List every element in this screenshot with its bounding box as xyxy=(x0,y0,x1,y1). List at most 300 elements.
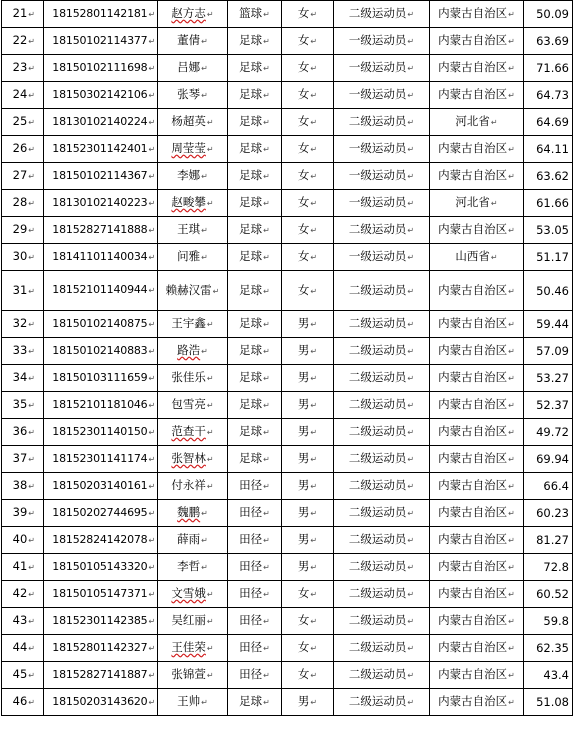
region-cell xyxy=(430,473,524,500)
sport-text: 足球 xyxy=(239,114,263,128)
paragraph-mark-icon: ↵ xyxy=(407,644,415,653)
paragraph-mark-icon: ↵ xyxy=(263,428,270,437)
exam-id-cell xyxy=(44,109,158,136)
exam-id-text: 18152301140150 xyxy=(52,424,148,438)
row-number-text: 27 xyxy=(12,168,28,182)
level-text: 一级运动员 xyxy=(348,33,407,47)
region-text: 内蒙古自治区 xyxy=(438,667,508,681)
row-number-cell xyxy=(2,527,44,554)
row-number-cell xyxy=(2,473,44,500)
level-text: 一级运动员 xyxy=(348,195,407,209)
exam-id-cell xyxy=(44,55,158,82)
table-row xyxy=(2,608,573,635)
region-text: 内蒙古自治区 xyxy=(438,397,508,411)
score-text: 62.35 xyxy=(536,641,569,655)
exam-id-text: 18152301142385 xyxy=(52,613,148,627)
paragraph-mark-icon: ↵ xyxy=(407,199,415,208)
sport-cell xyxy=(228,82,282,109)
exam-id-text: 18130102140223 xyxy=(52,195,148,209)
paragraph-mark-icon: ↵ xyxy=(407,590,415,599)
paragraph-mark-icon: ↵ xyxy=(148,63,155,73)
paragraph-mark-icon: ↵ xyxy=(201,563,208,572)
sex-cell xyxy=(282,554,334,581)
level-cell xyxy=(334,365,430,392)
score-text: 49.72 xyxy=(536,425,569,439)
region-cell xyxy=(430,419,524,446)
row-number-text: 38 xyxy=(12,478,28,492)
name-cell xyxy=(158,163,228,190)
paragraph-mark-icon: ↵ xyxy=(263,172,270,181)
paragraph-mark-icon: ↵ xyxy=(310,401,318,410)
level-cell xyxy=(334,662,430,689)
name-cell xyxy=(158,581,228,608)
score-cell xyxy=(524,28,573,55)
row-number-text: 25 xyxy=(12,114,28,128)
paragraph-mark-icon: ↵ xyxy=(407,226,415,235)
row-number-cell xyxy=(2,109,44,136)
sport-text: 足球 xyxy=(239,370,263,384)
score-text: 53.27 xyxy=(536,371,569,385)
level-text: 二级运动员 xyxy=(348,316,407,330)
exam-id-text: 18150102140883 xyxy=(52,343,148,357)
paragraph-mark-icon: ↵ xyxy=(310,536,318,545)
region-cell xyxy=(430,28,524,55)
name-text: 包雪亮 xyxy=(171,397,206,411)
score-text: 66.4 xyxy=(543,479,569,493)
paragraph-mark-icon: ↵ xyxy=(508,455,515,464)
paragraph-mark-icon: ↵ xyxy=(407,698,415,707)
level-cell xyxy=(334,1,430,28)
exam-id-cell xyxy=(44,608,158,635)
level-text: 二级运动员 xyxy=(348,222,407,236)
sex-cell xyxy=(282,527,334,554)
exam-id-cell xyxy=(44,217,158,244)
name-cell xyxy=(158,271,228,311)
level-cell xyxy=(334,55,430,82)
exam-id-cell xyxy=(44,28,158,55)
exam-id-cell xyxy=(44,1,158,28)
score-text: 69.94 xyxy=(536,452,569,466)
paragraph-mark-icon: ↵ xyxy=(407,374,415,383)
paragraph-mark-icon: ↵ xyxy=(310,482,318,491)
region-cell xyxy=(430,1,524,28)
score-cell xyxy=(524,1,573,28)
paragraph-mark-icon: ↵ xyxy=(263,286,270,296)
region-text: 内蒙古自治区 xyxy=(438,6,508,20)
exam-id-cell xyxy=(44,689,158,716)
sex-text: 女 xyxy=(297,667,310,681)
region-text: 内蒙古自治区 xyxy=(438,60,508,74)
paragraph-mark-icon: ↵ xyxy=(508,320,515,329)
paragraph-mark-icon: ↵ xyxy=(508,563,515,572)
sport-cell xyxy=(228,527,282,554)
paragraph-mark-icon: ↵ xyxy=(263,118,270,127)
paragraph-mark-icon: ↵ xyxy=(310,226,318,235)
name-text: 赵方志 xyxy=(171,6,206,20)
paragraph-mark-icon: ↵ xyxy=(206,644,214,653)
level-cell xyxy=(334,608,430,635)
paragraph-mark-icon: ↵ xyxy=(407,401,415,410)
paragraph-mark-icon: ↵ xyxy=(148,225,155,235)
paragraph-mark-icon: ↵ xyxy=(28,199,35,208)
sex-cell xyxy=(282,190,334,217)
paragraph-mark-icon: ↵ xyxy=(490,199,498,208)
name-cell xyxy=(158,446,228,473)
exam-id-cell xyxy=(44,311,158,338)
paragraph-mark-icon: ↵ xyxy=(201,172,208,181)
row-number-cell xyxy=(2,338,44,365)
row-number-text: 46 xyxy=(12,694,28,708)
paragraph-mark-icon: ↵ xyxy=(508,428,515,437)
exam-id-cell xyxy=(44,271,158,311)
exam-id-cell xyxy=(44,446,158,473)
row-number-cell xyxy=(2,446,44,473)
paragraph-mark-icon: ↵ xyxy=(148,117,155,127)
exam-id-cell xyxy=(44,635,158,662)
paragraph-mark-icon: ↵ xyxy=(508,509,515,518)
sport-cell xyxy=(228,473,282,500)
paragraph-mark-icon: ↵ xyxy=(310,698,318,707)
score-cell xyxy=(524,419,573,446)
region-text: 内蒙古自治区 xyxy=(438,640,508,654)
table-row xyxy=(2,527,573,554)
level-cell xyxy=(334,500,430,527)
table-row xyxy=(2,1,573,28)
name-text: 赖赫汉雷 xyxy=(165,282,212,297)
row-number-text: 34 xyxy=(12,370,28,384)
exam-id-cell xyxy=(44,136,158,163)
paragraph-mark-icon: ↵ xyxy=(28,118,35,127)
name-cell xyxy=(158,662,228,689)
sex-cell xyxy=(282,446,334,473)
paragraph-mark-icon: ↵ xyxy=(148,144,155,154)
sex-cell xyxy=(282,419,334,446)
row-number-cell xyxy=(2,500,44,527)
region-text: 内蒙古自治区 xyxy=(438,33,508,47)
row-number-cell xyxy=(2,608,44,635)
region-text: 河北省 xyxy=(455,114,490,128)
score-text: 64.69 xyxy=(536,115,569,129)
paragraph-mark-icon: ↵ xyxy=(263,320,270,329)
region-cell xyxy=(430,163,524,190)
region-cell xyxy=(430,662,524,689)
exam-id-text: 18150102140875 xyxy=(52,316,148,330)
row-number-text: 43 xyxy=(12,613,28,627)
paragraph-mark-icon: ↵ xyxy=(508,347,515,356)
name-text: 王琪 xyxy=(177,222,201,236)
table-row xyxy=(2,689,573,716)
paragraph-mark-icon: ↵ xyxy=(28,37,35,46)
sex-text: 女 xyxy=(297,60,310,74)
score-cell xyxy=(524,365,573,392)
exam-id-text: 18150105147371 xyxy=(52,586,148,600)
paragraph-mark-icon: ↵ xyxy=(263,374,270,383)
score-text: 63.69 xyxy=(536,34,569,48)
sex-cell xyxy=(282,635,334,662)
paragraph-mark-icon: ↵ xyxy=(263,10,270,19)
level-text: 二级运动员 xyxy=(348,397,407,411)
sex-text: 女 xyxy=(297,586,310,600)
sex-cell xyxy=(282,244,334,271)
table-row xyxy=(2,163,573,190)
paragraph-mark-icon: ↵ xyxy=(310,145,318,154)
sex-cell xyxy=(282,109,334,136)
paragraph-mark-icon: ↵ xyxy=(263,698,270,707)
score-text: 71.66 xyxy=(536,61,569,75)
region-text: 内蒙古自治区 xyxy=(438,586,508,600)
sport-text: 田径 xyxy=(239,505,263,519)
score-text: 59.8 xyxy=(543,614,569,628)
paragraph-mark-icon: ↵ xyxy=(206,617,214,626)
row-number-text: 31 xyxy=(12,282,28,297)
name-cell xyxy=(158,217,228,244)
row-number-cell xyxy=(2,244,44,271)
exam-id-text: 18150105143320 xyxy=(52,559,148,573)
sport-cell xyxy=(228,244,282,271)
name-cell xyxy=(158,608,228,635)
exam-id-cell xyxy=(44,527,158,554)
table-row xyxy=(2,55,573,82)
row-number-cell xyxy=(2,82,44,109)
sex-cell xyxy=(282,581,334,608)
sport-text: 足球 xyxy=(239,168,263,182)
paragraph-mark-icon: ↵ xyxy=(310,10,318,19)
paragraph-mark-icon: ↵ xyxy=(206,455,214,464)
paragraph-mark-icon: ↵ xyxy=(310,455,318,464)
score-cell xyxy=(524,311,573,338)
paragraph-mark-icon: ↵ xyxy=(206,199,214,208)
region-text: 内蒙古自治区 xyxy=(438,222,508,236)
row-number-cell xyxy=(2,136,44,163)
score-text: 72.8 xyxy=(543,560,569,574)
paragraph-mark-icon: ↵ xyxy=(310,347,318,356)
name-cell xyxy=(158,338,228,365)
score-cell xyxy=(524,608,573,635)
score-cell xyxy=(524,473,573,500)
name-text: 路浩 xyxy=(177,343,201,357)
paragraph-mark-icon: ↵ xyxy=(508,590,515,599)
paragraph-mark-icon: ↵ xyxy=(508,482,515,491)
paragraph-mark-icon: ↵ xyxy=(263,536,270,545)
paragraph-mark-icon: ↵ xyxy=(310,374,318,383)
sex-cell xyxy=(282,311,334,338)
paragraph-mark-icon: ↵ xyxy=(407,320,415,329)
level-cell xyxy=(334,217,430,244)
exam-id-cell xyxy=(44,338,158,365)
sex-cell xyxy=(282,217,334,244)
level-text: 二级运动员 xyxy=(348,640,407,654)
sex-text: 女 xyxy=(297,249,310,263)
paragraph-mark-icon: ↵ xyxy=(310,286,318,296)
sex-cell xyxy=(282,365,334,392)
sport-cell xyxy=(228,311,282,338)
region-cell xyxy=(430,392,524,419)
score-cell xyxy=(524,55,573,82)
name-text: 张琴 xyxy=(177,87,201,101)
level-text: 二级运动员 xyxy=(348,370,407,384)
paragraph-mark-icon: ↵ xyxy=(310,671,318,680)
paragraph-mark-icon: ↵ xyxy=(508,286,515,296)
paragraph-mark-icon: ↵ xyxy=(148,198,155,208)
paragraph-mark-icon: ↵ xyxy=(148,36,155,46)
paragraph-mark-icon: ↵ xyxy=(206,145,214,154)
sport-cell xyxy=(228,554,282,581)
table-row xyxy=(2,635,573,662)
paragraph-mark-icon: ↵ xyxy=(201,347,208,356)
table-row xyxy=(2,190,573,217)
name-text: 张佳乐 xyxy=(171,370,206,384)
score-cell xyxy=(524,527,573,554)
paragraph-mark-icon: ↵ xyxy=(407,455,415,464)
sport-cell xyxy=(228,109,282,136)
region-cell xyxy=(430,271,524,311)
sex-text: 女 xyxy=(297,195,310,209)
region-text: 内蒙古自治区 xyxy=(438,613,508,627)
paragraph-mark-icon: ↵ xyxy=(310,590,318,599)
paragraph-mark-icon: ↵ xyxy=(148,535,155,545)
name-cell xyxy=(158,419,228,446)
score-text: 52.37 xyxy=(536,398,569,412)
score-cell xyxy=(524,136,573,163)
sport-text: 田径 xyxy=(239,667,263,681)
sex-text: 女 xyxy=(297,168,310,182)
sex-cell xyxy=(282,82,334,109)
score-text: 53.05 xyxy=(536,223,569,237)
name-cell xyxy=(158,554,228,581)
name-text: 董倩 xyxy=(177,33,201,47)
paragraph-mark-icon: ↵ xyxy=(28,320,35,329)
level-text: 二级运动员 xyxy=(348,424,407,438)
sport-text: 足球 xyxy=(239,195,263,209)
paragraph-mark-icon: ↵ xyxy=(310,253,318,262)
sex-text: 女 xyxy=(297,114,310,128)
paragraph-mark-icon: ↵ xyxy=(201,226,208,235)
region-cell xyxy=(430,554,524,581)
paragraph-mark-icon: ↵ xyxy=(263,91,270,100)
score-text: 59.44 xyxy=(536,317,569,331)
level-text: 一级运动员 xyxy=(348,249,407,263)
name-text: 周莹莹 xyxy=(171,141,206,155)
region-text: 内蒙古自治区 xyxy=(438,370,508,384)
region-cell xyxy=(430,365,524,392)
table-row xyxy=(2,500,573,527)
sport-text: 足球 xyxy=(239,316,263,330)
paragraph-mark-icon: ↵ xyxy=(201,91,208,100)
region-cell xyxy=(430,55,524,82)
region-cell xyxy=(430,338,524,365)
row-number-text: 42 xyxy=(12,586,28,600)
sport-text: 田径 xyxy=(239,532,263,546)
paragraph-mark-icon: ↵ xyxy=(148,286,155,295)
score-cell xyxy=(524,163,573,190)
sport-text: 足球 xyxy=(239,87,263,101)
score-cell xyxy=(524,689,573,716)
paragraph-mark-icon: ↵ xyxy=(148,454,155,464)
sport-cell xyxy=(228,271,282,311)
exam-id-cell xyxy=(44,473,158,500)
paragraph-mark-icon: ↵ xyxy=(508,671,515,680)
sport-text: 足球 xyxy=(239,33,263,47)
paragraph-mark-icon: ↵ xyxy=(508,37,515,46)
paragraph-mark-icon: ↵ xyxy=(508,64,515,73)
row-number-cell xyxy=(2,689,44,716)
paragraph-mark-icon: ↵ xyxy=(148,319,155,329)
paragraph-mark-icon: ↵ xyxy=(263,145,270,154)
score-text: 50.09 xyxy=(536,7,569,21)
name-cell xyxy=(158,392,228,419)
name-cell xyxy=(158,136,228,163)
paragraph-mark-icon: ↵ xyxy=(148,171,155,181)
sport-cell xyxy=(228,419,282,446)
name-text: 王佳荣 xyxy=(171,640,206,654)
paragraph-mark-icon: ↵ xyxy=(28,64,35,73)
score-cell xyxy=(524,338,573,365)
paragraph-mark-icon: ↵ xyxy=(201,698,208,707)
paragraph-mark-icon: ↵ xyxy=(508,226,515,235)
exam-id-text: 18152101140944 xyxy=(52,283,148,296)
sex-text: 男 xyxy=(297,370,310,384)
table-row xyxy=(2,365,573,392)
region-cell xyxy=(430,190,524,217)
score-text: 64.73 xyxy=(536,88,569,102)
exam-id-cell xyxy=(44,392,158,419)
exam-id-text: 18150102114367 xyxy=(52,168,148,182)
score-cell xyxy=(524,662,573,689)
score-cell xyxy=(524,446,573,473)
exam-id-cell xyxy=(44,190,158,217)
row-number-cell xyxy=(2,1,44,28)
paragraph-mark-icon: ↵ xyxy=(148,508,155,518)
paragraph-mark-icon: ↵ xyxy=(508,145,515,154)
region-text: 内蒙古自治区 xyxy=(438,451,508,465)
paragraph-mark-icon: ↵ xyxy=(310,37,318,46)
sport-cell xyxy=(228,392,282,419)
region-cell xyxy=(430,689,524,716)
exam-id-text: 18130102140224 xyxy=(52,114,148,128)
sex-text: 男 xyxy=(297,343,310,357)
exam-id-cell xyxy=(44,82,158,109)
row-number-text: 40 xyxy=(12,532,28,546)
paragraph-mark-icon: ↵ xyxy=(263,64,270,73)
level-text: 二级运动员 xyxy=(348,478,407,492)
paragraph-mark-icon: ↵ xyxy=(407,617,415,626)
paragraph-mark-icon: ↵ xyxy=(28,536,35,545)
paragraph-mark-icon: ↵ xyxy=(148,400,155,410)
sex-text: 女 xyxy=(297,222,310,236)
paragraph-mark-icon: ↵ xyxy=(201,509,208,518)
row-number-cell xyxy=(2,28,44,55)
sport-cell xyxy=(228,28,282,55)
sport-text: 田径 xyxy=(239,640,263,654)
name-cell xyxy=(158,55,228,82)
paragraph-mark-icon: ↵ xyxy=(407,64,415,73)
score-text: 51.08 xyxy=(536,695,569,709)
sex-cell xyxy=(282,689,334,716)
paragraph-mark-icon: ↵ xyxy=(148,670,155,680)
paragraph-mark-icon: ↵ xyxy=(407,91,415,100)
paragraph-mark-icon: ↵ xyxy=(206,374,214,383)
region-text: 内蒙古自治区 xyxy=(438,505,508,519)
score-cell xyxy=(524,500,573,527)
row-number-cell xyxy=(2,419,44,446)
paragraph-mark-icon: ↵ xyxy=(28,698,35,707)
row-number-text: 41 xyxy=(12,559,28,573)
paragraph-mark-icon: ↵ xyxy=(263,401,270,410)
paragraph-mark-icon: ↵ xyxy=(263,347,270,356)
score-text: 61.66 xyxy=(536,196,569,210)
sport-cell xyxy=(228,365,282,392)
paragraph-mark-icon: ↵ xyxy=(310,428,318,437)
